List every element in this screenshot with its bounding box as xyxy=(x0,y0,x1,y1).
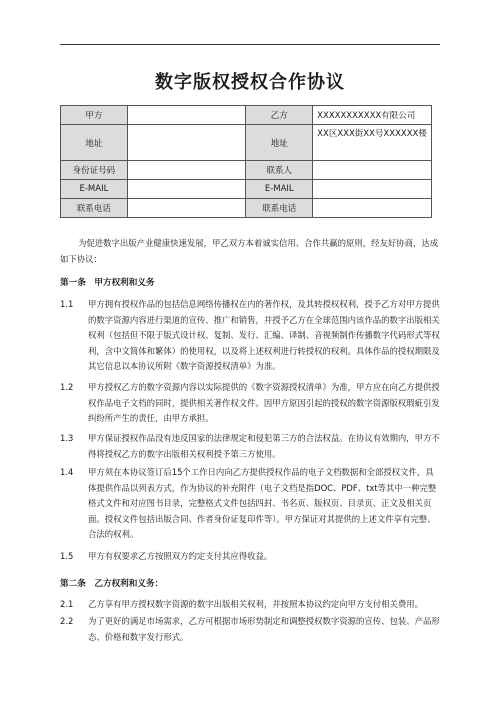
party-info-table xyxy=(60,105,432,218)
clause-text: 甲方须在本协议签订后15个工作日内向乙方提供授权作品的电子文档数据和全部授权文件，具体提供作品以列表方式，作为协议的补充附件（电子文档是指DOC、PDF、txt等其中一种完整格式文件和对应图书目录，完整格式文件包括四封、书名页、版权页、目录页、正文及相关页面。授权文件包括出版合同、作者身份证复印件等）。甲方保证对其提供的上述文件享有完整、合法的权利。 xyxy=(88,467,437,539)
article-2-heading: 第二条 乙方权利和义务： xyxy=(60,579,164,589)
clause-1-3 xyxy=(60,431,440,462)
address-b-value: XX区XXX街XX号XXXXXX楼 xyxy=(313,125,432,161)
document-title: 数字版权授权合作协议 xyxy=(155,72,345,93)
id-number-label: 身份证号码 xyxy=(61,161,128,180)
clause-text: 甲方拥有授权作品的包括信息网络传播权在内的著作权，及其转授权权利，授予乙方对甲方提供的数字资源内容进行渠道的宣传、推广和销售，并授予乙方在全球范围内该作品的数字出版相关权利（包括但不限于版式设计权、复制、发行、汇编、译制、音视频制作传播数字代码形式等权利，含中文简体和繁体）的使用权，以及将上述权利进行转授权的权利。具体作品的授权期限及其它信息以本协议所附《数字资源授权清单》为准。 xyxy=(88,299,440,371)
clause-1-2 xyxy=(60,380,440,427)
clause-number: 1.5 xyxy=(60,551,74,561)
clause-number: 1.4 xyxy=(60,467,74,477)
party-a-value xyxy=(127,106,246,125)
id-number-value xyxy=(127,161,246,180)
clause-1-1 xyxy=(60,297,440,375)
clause-number: 1.1 xyxy=(60,299,74,309)
address-b-label: 地址 xyxy=(246,125,313,161)
intro-paragraph: 为促进数字出版产业健康快速发展，甲乙双方本着诚实信用、合作共赢的原则，经友好协商，达成如下协议： xyxy=(60,238,439,264)
party-b-label: 乙方 xyxy=(246,106,313,125)
clause-text: 甲方有权要求乙方按照双方约定支付其应得收益。 xyxy=(88,551,273,561)
clause-text: 为了更好的满足市场需求，乙方可根据市场形势制定和调整授权数字资源的宣传、包装、产品形态、价格和数字发行形式。 xyxy=(88,616,440,642)
address-a-label: 地址 xyxy=(61,125,128,161)
clause-1-5 xyxy=(60,549,440,565)
contact-person-label: 联系人 xyxy=(246,161,313,180)
clause-number: 2.1 xyxy=(60,599,74,609)
party-a-label: 甲方 xyxy=(61,106,128,125)
email-b-label: E-MAIL xyxy=(246,180,313,199)
email-a-label: E-MAIL xyxy=(61,180,128,199)
clause-text: 乙方享有甲方授权数字资源的数字出版相关权利，并按照本协议约定向甲方支付相关费用。 xyxy=(88,599,423,609)
clause-number: 2.2 xyxy=(60,616,74,626)
clause-text: 甲方保证授权作品没有违反国家的法律规定和侵犯第三方的合法权益。在协议有效期内，甲方不得将授权乙方的数字出版相关权利授予第三方使用。 xyxy=(88,433,440,459)
email-a-value xyxy=(127,180,246,199)
contact-person-value xyxy=(313,161,432,180)
header-rule xyxy=(60,44,440,45)
phone-a-label: 联系电话 xyxy=(61,199,128,218)
clause-2-2 xyxy=(60,614,440,645)
clause-1-4 xyxy=(60,465,440,543)
phone-a-value xyxy=(127,199,246,218)
article-1-heading: 第一条 甲方权利和义务 xyxy=(60,278,155,288)
address-a-value xyxy=(127,125,246,161)
email-b-value xyxy=(313,180,432,199)
party-b-value: XXXXXXXXXXX有限公司 xyxy=(313,106,432,125)
phone-b-label: 联系电话 xyxy=(246,199,313,218)
clause-number: 1.3 xyxy=(60,433,74,443)
phone-b-value xyxy=(313,199,432,218)
clause-number: 1.2 xyxy=(60,382,74,392)
clause-2-1 xyxy=(60,597,440,613)
clause-text: 甲方授权乙方的数字资源内容以实际提供的《数字资源授权清单》为准，甲方应在向乙方提供授权作品电子文档的同时，提供相关著作权文件。因甲方原因引起的授权的数字资源版权瑕疵引发纠纷所产生的责任，由甲方承担。 xyxy=(88,382,440,423)
